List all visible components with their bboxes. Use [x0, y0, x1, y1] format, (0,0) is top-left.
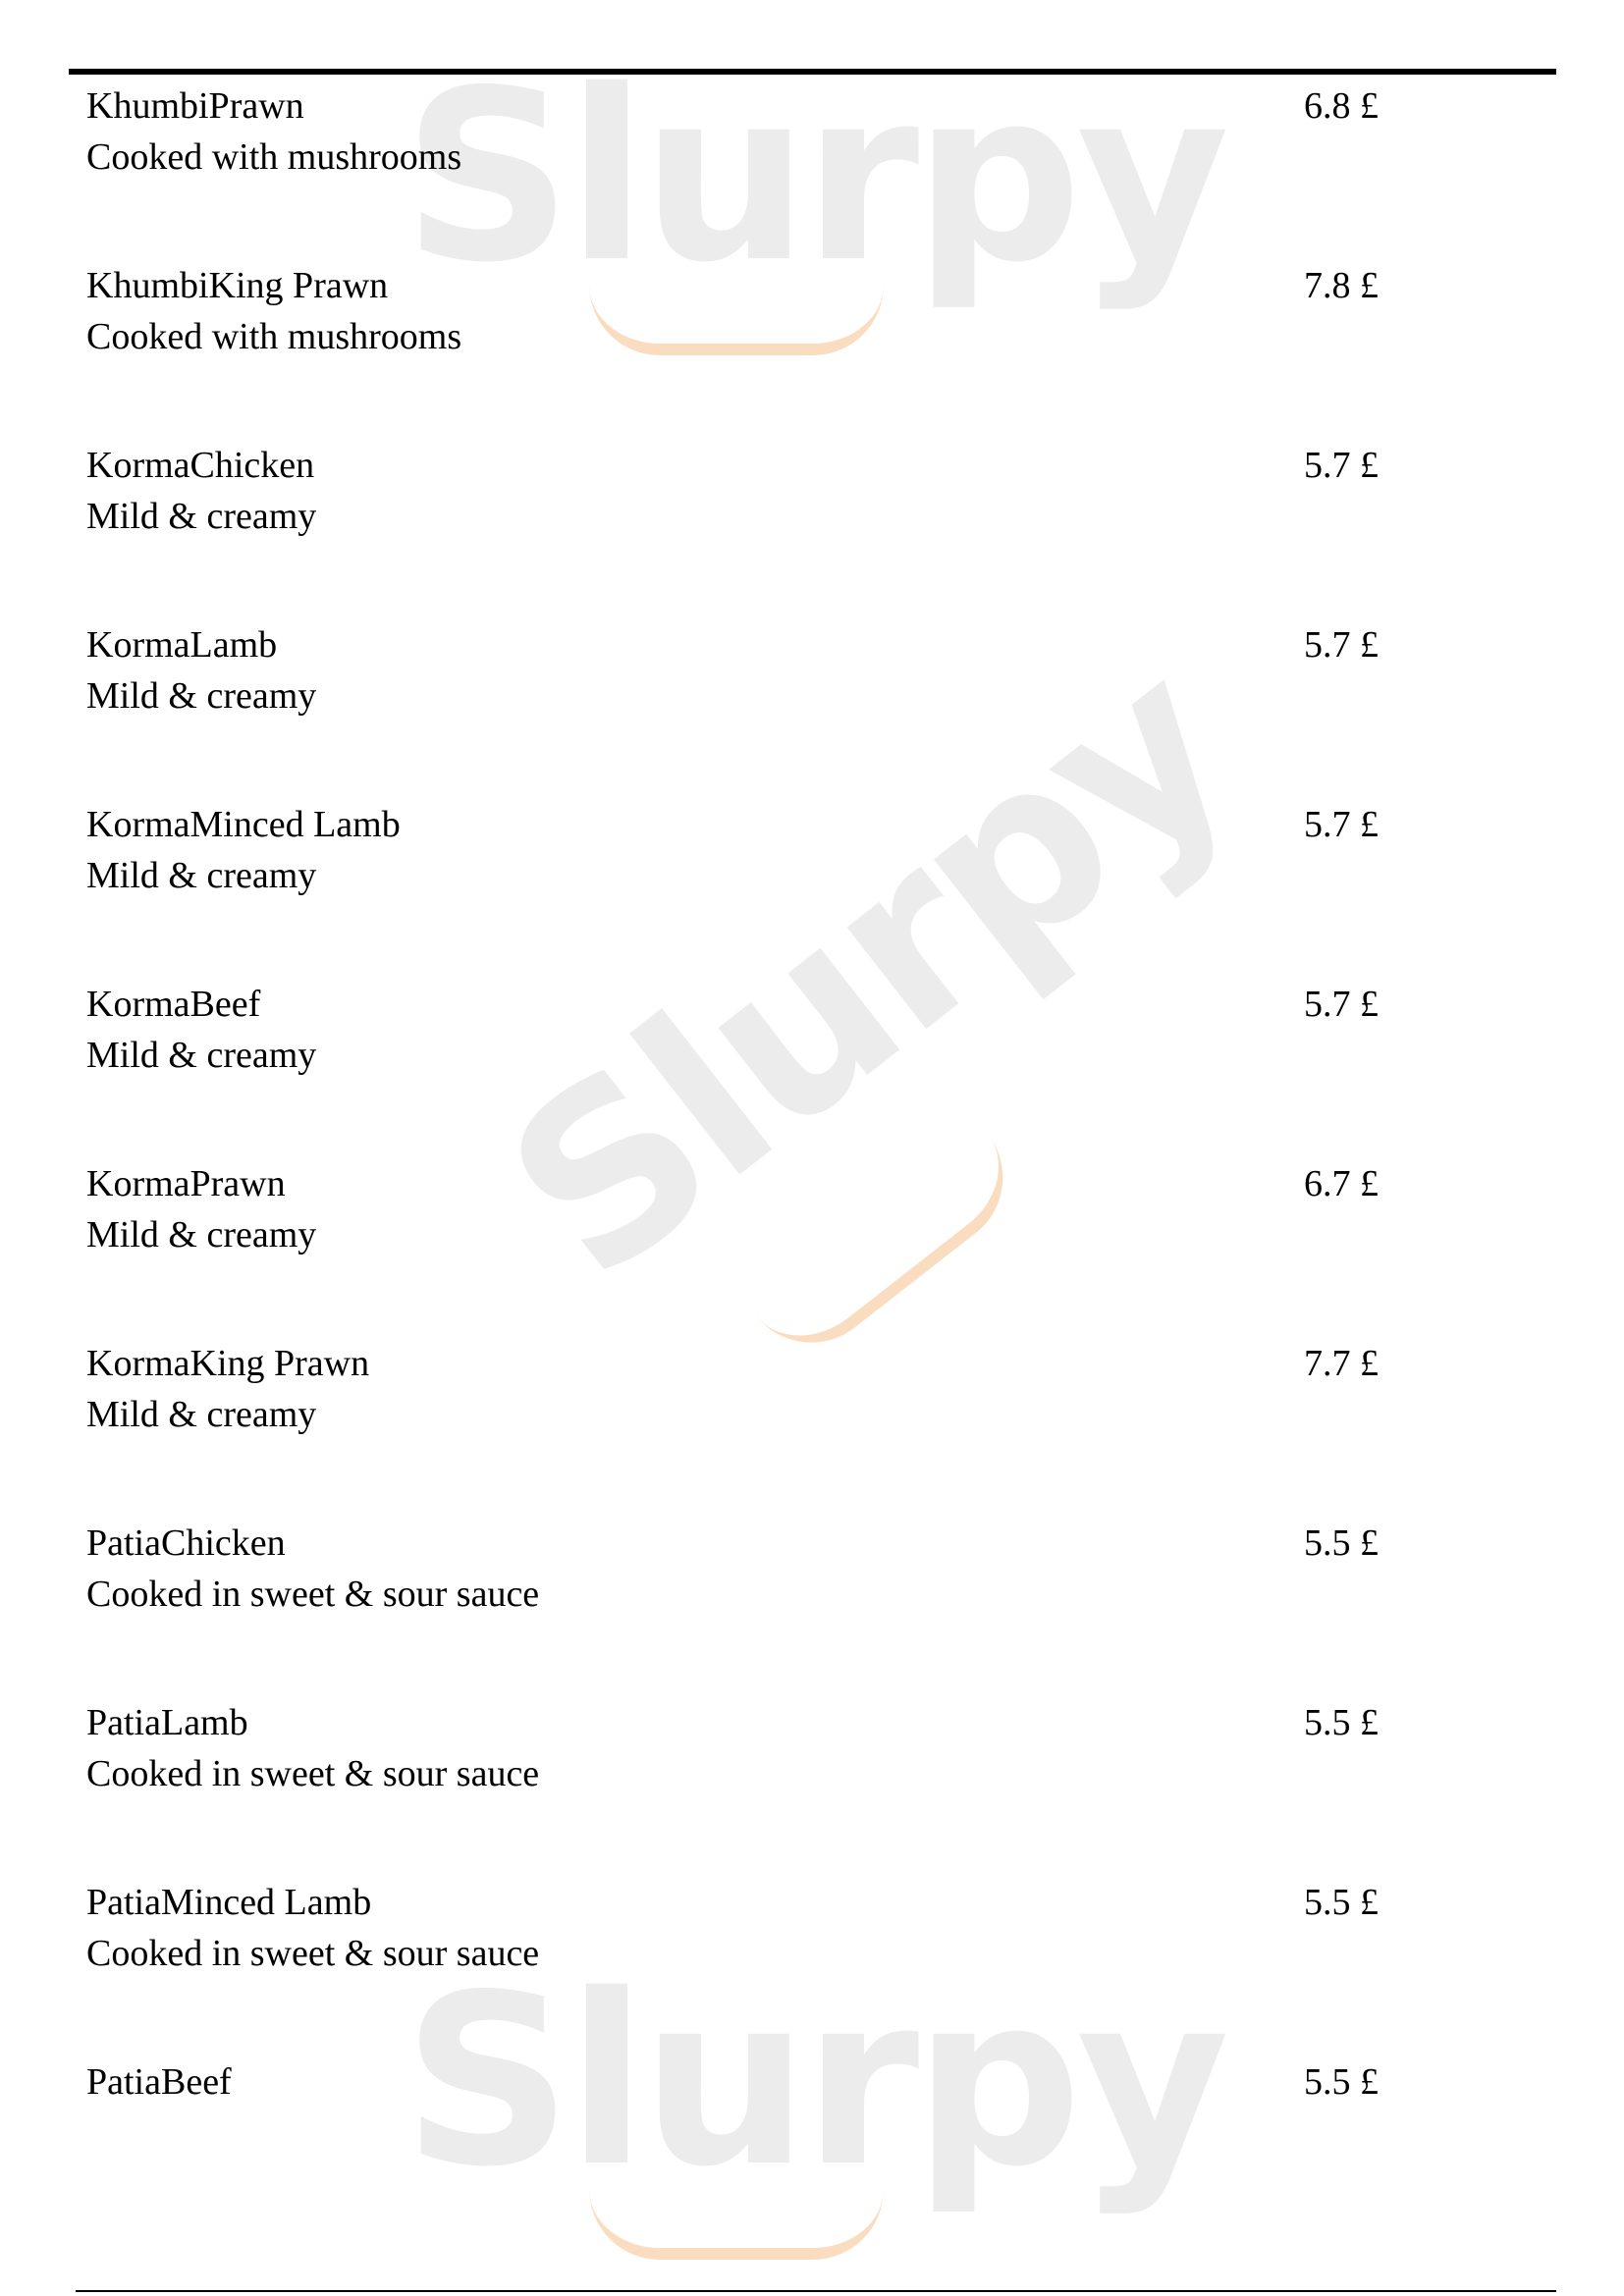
item-price: 5.5 £ — [1304, 1522, 1379, 1564]
item-price: 5.5 £ — [1304, 1882, 1379, 1923]
item-name: PatiaBeef — [86, 2061, 232, 2103]
menu-item — [0, 979, 1624, 1096]
item-price: 5.5 £ — [1304, 2061, 1379, 2103]
menu-item — [0, 2056, 1624, 2174]
item-price: 7.8 £ — [1304, 265, 1379, 306]
item-price: 5.7 £ — [1304, 984, 1379, 1025]
menu-item — [0, 440, 1624, 558]
item-name: KormaMinced Lamb — [86, 804, 401, 845]
item-price: 5.7 £ — [1304, 804, 1379, 845]
item-price: 5.5 £ — [1304, 1702, 1379, 1743]
menu-item — [0, 1518, 1624, 1635]
item-description: Cooked in sweet & sour sauce — [86, 1933, 540, 1974]
item-name: KormaKing Prawn — [86, 1343, 370, 1384]
menu-item — [0, 260, 1624, 378]
menu-item — [0, 619, 1624, 737]
slurpy-watermark-logo: Slurpy — [403, 1944, 1224, 2218]
slurpy-watermark-logo: Slurpy — [403, 39, 1224, 314]
item-name: KormaPrawn — [86, 1163, 286, 1204]
menu-item — [0, 1338, 1624, 1456]
item-description: Cooked in sweet & sour sauce — [86, 1574, 540, 1615]
item-description: Cooked with mushrooms — [86, 136, 462, 178]
item-name: PatiaChicken — [86, 1522, 286, 1564]
slurpy-watermark-logo: Slurpy — [460, 609, 1277, 1332]
menu-item — [0, 1158, 1624, 1276]
item-price: 5.7 £ — [1304, 624, 1379, 666]
item-name: KhumbiPrawn — [86, 85, 304, 127]
menu-item — [0, 799, 1624, 917]
item-name: KhumbiKing Prawn — [86, 265, 389, 306]
item-description: Cooked in sweet & sour sauce — [86, 1753, 540, 1794]
item-price: 7.7 £ — [1304, 1343, 1379, 1384]
item-name: PatiaMinced Lamb — [86, 1882, 372, 1923]
item-description: Mild & creamy — [86, 675, 317, 717]
item-description: Mild & creamy — [86, 855, 317, 896]
item-name: KormaBeef — [86, 984, 261, 1025]
bottom-divider — [76, 2290, 1556, 2292]
menu-item — [0, 80, 1624, 198]
menu-item — [0, 1877, 1624, 1995]
menu-item — [0, 1697, 1624, 1815]
item-description: Mild & creamy — [86, 1035, 317, 1076]
item-price: 6.7 £ — [1304, 1163, 1379, 1204]
item-description: Mild & creamy — [86, 1394, 317, 1435]
item-price: 6.8 £ — [1304, 85, 1379, 127]
item-name: PatiaLamb — [86, 1702, 248, 1743]
item-description: Cooked with mushrooms — [86, 316, 462, 357]
item-name: KormaChicken — [86, 445, 315, 486]
item-description: Mild & creamy — [86, 1214, 317, 1255]
item-name: KormaLamb — [86, 624, 278, 666]
item-description: Mild & creamy — [86, 496, 317, 537]
item-price: 5.7 £ — [1304, 445, 1379, 486]
